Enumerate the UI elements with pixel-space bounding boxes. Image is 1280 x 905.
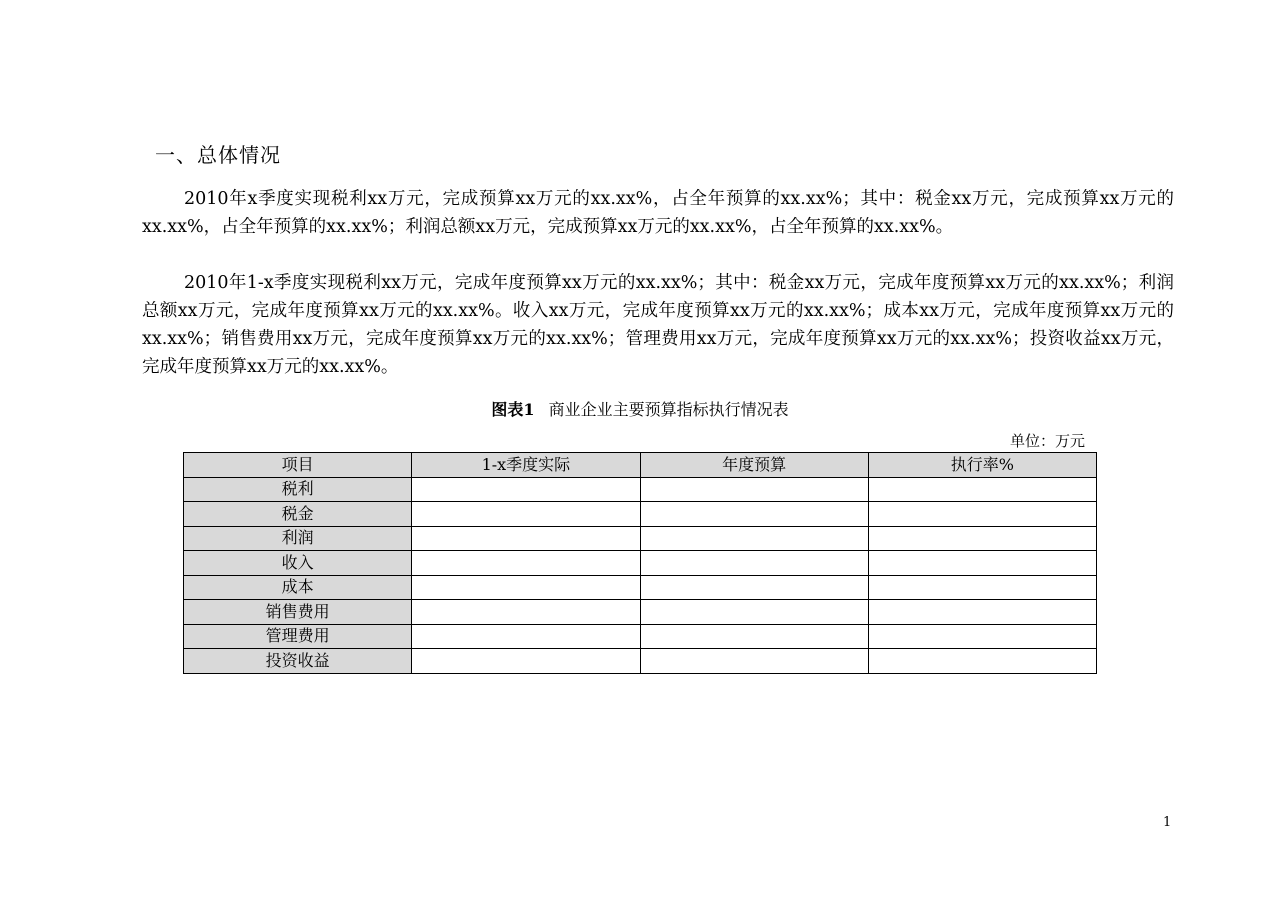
table-cell-rate [868, 477, 1096, 502]
table-row [184, 649, 1097, 674]
row-label: 税利 [184, 477, 412, 502]
table-cell-actual [412, 600, 640, 625]
table-row [184, 477, 1097, 502]
table-caption-title: 商业企业主要预算指标执行情况表 [548, 400, 789, 419]
table-cell-budget [640, 600, 868, 625]
table-cell-actual [412, 551, 640, 576]
table-cell-budget [640, 551, 868, 576]
table-cell-rate [868, 600, 1096, 625]
row-label: 管理费用 [184, 624, 412, 649]
row-label: 税金 [184, 502, 412, 527]
column-header-actual: 1-x季度实际 [412, 453, 640, 478]
table-cell-budget [640, 649, 868, 674]
table-row [184, 575, 1097, 600]
row-label: 投资收益 [184, 649, 412, 674]
table-row [184, 551, 1097, 576]
table-cell-actual [412, 502, 640, 527]
table-cell-rate [868, 526, 1096, 551]
table-cell-budget [640, 575, 868, 600]
table-cell-actual [412, 526, 640, 551]
table-cell-rate [868, 575, 1096, 600]
row-label: 成本 [184, 575, 412, 600]
table-cell-actual [412, 575, 640, 600]
page-number: 1 [1163, 815, 1172, 830]
table-cell-budget [640, 477, 868, 502]
table-cell-rate [868, 624, 1096, 649]
row-label: 销售费用 [184, 600, 412, 625]
column-header-execution-rate: 执行率% [868, 453, 1096, 478]
table-cell-budget [640, 624, 868, 649]
table-caption [0, 399, 1280, 421]
column-header-item: 项目 [184, 453, 412, 478]
paragraph-cumulative-summary: 2010年1-x季度实现税利xx万元，完成年度预算xx万元的xx.xx%；其中：税金xx万元，完成年度预算xx万元的xx.xx%；利润总额xx万元，完成年度预算xx万元的xx.xx%。收入xx万元，完成年度预算xx万元的xx.xx%；成本xx万元，完成年度预算xx万元的xx.xx%；销售费用xx万元，完成年度预算xx万元的xx.xx%；管理费用xx万元，完成年度预算xx万元的xx.xx%；投资收益xx万元，完成年度预算xx万元的xx.xx%。 [142, 273, 1174, 377]
row-label: 利润 [184, 526, 412, 551]
table-cell-actual [412, 649, 640, 674]
table-cell-rate [868, 649, 1096, 674]
paragraph-quarter-summary: 2010年x季度实现税利xx万元，完成预算xx万元的xx.xx%，占全年预算的xx.xx%；其中：税金xx万元，完成预算xx万元的xx.xx%，占全年预算的xx.xx%；利润总额xx万元，完成预算xx万元的xx.xx%，占全年预算的xx.xx%。 [142, 189, 1174, 237]
table-cell-rate [868, 551, 1096, 576]
row-label: 收入 [184, 551, 412, 576]
table-cell-budget [640, 526, 868, 551]
table-cell-actual [412, 624, 640, 649]
table-caption-number: 图表1 [491, 400, 535, 419]
table-cell-rate [868, 502, 1096, 527]
budget-execution-table [183, 452, 1097, 674]
table-row [184, 502, 1097, 527]
table-row [184, 526, 1097, 551]
column-header-annual-budget: 年度预算 [640, 453, 868, 478]
section-heading: 一、总体情况 [155, 143, 281, 167]
table-cell-budget [640, 502, 868, 527]
table-row [184, 600, 1097, 625]
table-row [184, 624, 1097, 649]
table-cell-actual [412, 477, 640, 502]
unit-note: 单位：万元 [1009, 432, 1085, 450]
table-header-row [184, 453, 1097, 478]
